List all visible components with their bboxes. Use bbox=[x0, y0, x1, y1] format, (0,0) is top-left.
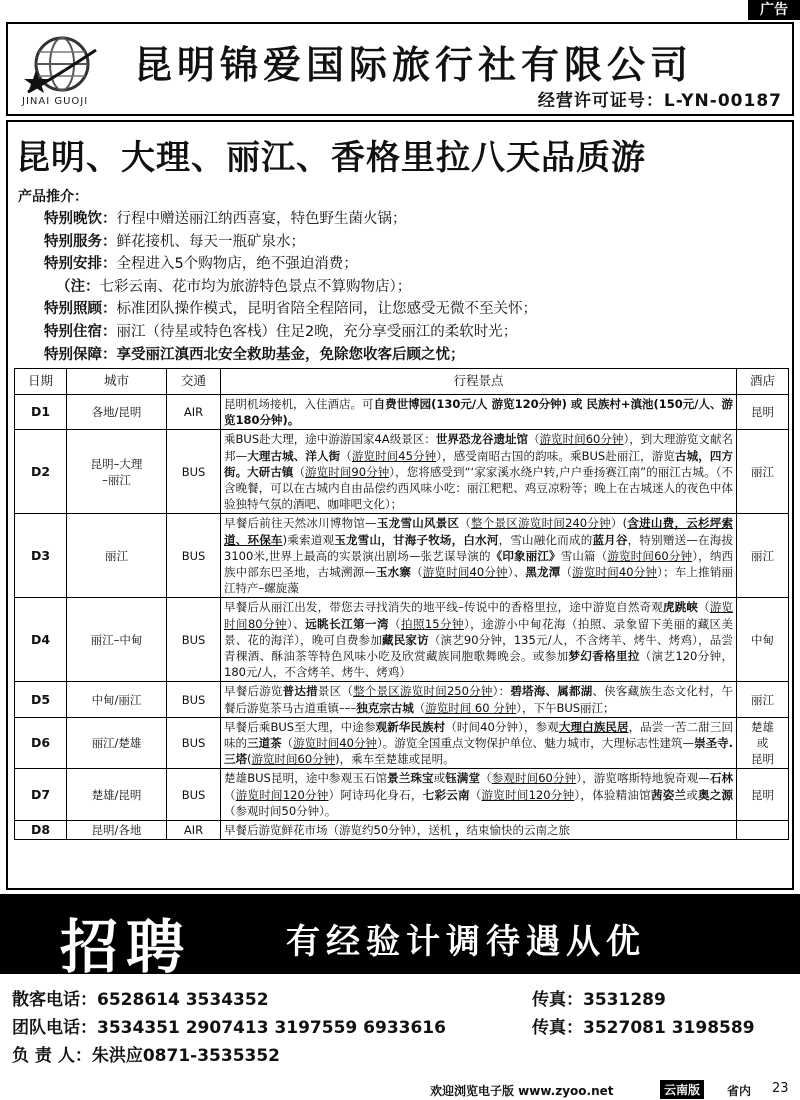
feature-item bbox=[44, 253, 784, 276]
recruit-heading: 招聘 bbox=[60, 913, 193, 981]
feature-text: 丽江（待星或特色客栈）住足2晚，充分享受丽江的柔软时光； bbox=[116, 323, 518, 340]
day-cell: D7 bbox=[15, 769, 67, 821]
transport-cell: BUS bbox=[167, 598, 221, 682]
page-footer bbox=[0, 1079, 800, 1100]
hotel-cell: 楚雄 或 昆明 bbox=[737, 717, 789, 769]
fax-number: 3527081 3198589 bbox=[583, 1018, 755, 1038]
city-cell: 昆明–大理 –丽江 bbox=[67, 430, 167, 514]
logo-text: JINAI GUOJI bbox=[22, 96, 89, 107]
transport-cell: BUS bbox=[167, 430, 221, 514]
hotel-cell: 昆明 bbox=[737, 395, 789, 430]
itinerary-row bbox=[15, 717, 789, 769]
website-link[interactable]: 欢迎浏览电子版 www.zyoo.net bbox=[430, 1084, 614, 1098]
feature-item bbox=[44, 231, 784, 254]
manager-label: 负 责 人： bbox=[12, 1046, 92, 1066]
hotel-cell: 丽江 bbox=[737, 514, 789, 598]
itinerary-table bbox=[14, 368, 789, 840]
feature-item bbox=[44, 208, 784, 231]
retail-phone: 6528614 3534352 bbox=[97, 990, 269, 1010]
itinerary-cell: 早餐后游览鲜花市场（游览约50分钟），送机 ，结束愉快的云南之旅 bbox=[221, 821, 737, 840]
col-header-hotel: 酒店 bbox=[737, 369, 789, 395]
contact-info bbox=[12, 986, 792, 1070]
transport-cell: BUS bbox=[167, 514, 221, 598]
day-cell: D1 bbox=[15, 395, 67, 430]
itinerary-cell: 早餐后从丽江出发，带您去寻找消失的地平线–传说中的香格里拉，途中游览自然奇观虎跳峡（游览时间80分钟）、远眺长江第一湾（拍照15分钟），途游小中甸花海（拍照、录象留下美丽的藏区美景、花的海洋），晚可自费参加藏民家访（演艺90分钟，135元/人，不含烤羊、烤牛、烤鸡），品尝青稞酒、酥油茶等特色风味小吃及欣赏藏族同胞歌舞晚会。或参加梦幻香格里拉（演艺120分钟，180元/人，不含烤羊、烤牛、烤鸡） bbox=[221, 598, 737, 682]
itinerary-cell: 早餐后游览普达措景区（整个景区游览时间250分钟）：碧塔海、属都湖、侠客藏族生态文化村，午餐后游览茶马古道重镇–––独克宗古城（游览时间 60 分钟），下午BUS丽江； bbox=[221, 682, 737, 717]
itinerary-cell: 早餐后乘BUS至大理，中途参观新华民族村（时间40分钟），参观大理白族民居，品尝一苦二甜三回味的三道茶（游览时间40分钟）。游览全国重点文物保护单位、魅力城市，大理标志性建筑—崇圣寺.三塔(游览时间60分钟)，乘车至楚雄或昆明。 bbox=[221, 717, 737, 769]
transport-cell: BUS bbox=[167, 769, 221, 821]
table-header-row bbox=[15, 369, 789, 395]
feature-label: （注： bbox=[56, 278, 100, 295]
itinerary-cell: 乘BUS赴大理，途中游游国家4A级景区：世界恐龙谷遗址馆（游览时间60分钟），到大理游览文献名邦—大理古城、洋人街（游览时间45分钟），感受南昭古国的韵味。乘BUS赴丽江，游览古城，四方街。大研古镇（游览时间90分钟），您将感受到“‘家家溪水绕户转,户户垂扬赛江南”的丽江古城。（不含晚餐，可以在古城内自由品偿约西风味小吃：丽江粑粑、鸡豆凉粉等；晚上在古城迷人的夜色中体验独特气氛的酒吧、咖啡吧文化）； bbox=[221, 430, 737, 514]
tour-title: 昆明、大理、丽江、香格里拉八天品质游 bbox=[16, 138, 646, 178]
col-header-date: 日期 bbox=[15, 369, 67, 395]
day-cell: D2 bbox=[15, 430, 67, 514]
col-header-transport: 交通 bbox=[167, 369, 221, 395]
feature-label: 特别晚饮： bbox=[44, 211, 117, 227]
feature-label: 特别安排： bbox=[44, 256, 117, 273]
itinerary-row bbox=[15, 395, 789, 430]
day-cell: D6 bbox=[15, 717, 67, 769]
itinerary-row bbox=[15, 430, 789, 514]
contact-line bbox=[12, 986, 792, 1014]
region-label: 省内 bbox=[727, 1084, 752, 1098]
feature-text: 行程中赠送丽江纳西喜宴，特色野生菌火锅； bbox=[116, 211, 407, 227]
retail-phone-label: 散客电话： bbox=[12, 990, 97, 1010]
group-phone: 3534351 2907413 3197559 6933616 bbox=[97, 1018, 446, 1038]
fax-label: 传真： bbox=[532, 1018, 583, 1038]
itinerary-cell: 楚雄BUS昆明，途中参观玉石馆景兰珠宝或钰满堂（参观时间60分钟），游览喀斯特地貌奇观—石林（游览时间120分钟）阿诗玛化身石，七彩云南（游览时间120分钟），体验精油馆茜姿兰或奥之源（参观时间50分钟）。 bbox=[221, 769, 737, 821]
contact-line bbox=[12, 1014, 792, 1042]
feature-label: 特别保障： bbox=[44, 346, 117, 363]
hotel-cell bbox=[737, 821, 789, 840]
city-cell: 中甸/丽江 bbox=[67, 682, 167, 717]
itinerary-row bbox=[15, 682, 789, 717]
feature-label: 特别服务： bbox=[44, 233, 117, 250]
col-header-itinerary: 行程景点 bbox=[221, 369, 737, 395]
hotel-cell: 丽江 bbox=[737, 682, 789, 717]
recruit-slogan: 有经验计调待遇从优 bbox=[286, 922, 646, 962]
license-number: 经营许可证号：L-YN-00187 bbox=[537, 91, 782, 111]
city-cell: 丽江–中甸 bbox=[67, 598, 167, 682]
itinerary-cell: 昆明机场接机，入住酒店。可自费世博园(130元/人 游览120分钟) 或 民族村+滇池(150元/人、游览180分钟)。 bbox=[221, 395, 737, 430]
feature-text: 全程进入5个购物店，绝不强迫消费； bbox=[116, 256, 358, 273]
col-header-city: 城市 bbox=[67, 369, 167, 395]
ad-tag: 广告 bbox=[748, 0, 800, 20]
edition-badge: 云南版 bbox=[660, 1080, 704, 1099]
company-header bbox=[6, 22, 794, 116]
page-number: 23 bbox=[772, 1081, 789, 1096]
feature-list bbox=[44, 208, 784, 366]
itinerary-row bbox=[15, 598, 789, 682]
fax-group bbox=[532, 1014, 755, 1042]
contact-line bbox=[12, 1042, 792, 1070]
city-cell: 丽江/楚雄 bbox=[67, 717, 167, 769]
itinerary-row bbox=[15, 769, 789, 821]
transport-cell: AIR bbox=[167, 395, 221, 430]
day-cell: D8 bbox=[15, 821, 67, 840]
feature-label: 特别照顾： bbox=[44, 301, 117, 318]
company-name: 昆明锦爱国际旅行社有限公司 bbox=[134, 43, 694, 87]
itinerary-row bbox=[15, 514, 789, 598]
fax-number: 3531289 bbox=[583, 990, 666, 1010]
tour-ad bbox=[6, 120, 794, 890]
feature-text: 七彩云南、花市均为旅游特色景点不算购物店）； bbox=[99, 278, 412, 295]
hotel-cell: 昆明 bbox=[737, 769, 789, 821]
city-cell: 楚雄/昆明 bbox=[67, 769, 167, 821]
fax-group bbox=[532, 986, 666, 1014]
hotel-cell: 中甸 bbox=[737, 598, 789, 682]
feature-label: 特别住宿： bbox=[44, 323, 117, 340]
manager-contact: 朱洪应0871-3535352 bbox=[91, 1046, 281, 1066]
itinerary-cell: 早餐后前往天然冰川博物馆—玉龙雪山风景区（整个景区游览时间240分钟）(含进山费，云杉坪索道、环保车)乘索道观玉龙雪山，甘海子牧场，白水河，雪山融化而成的蓝月谷，特别赠送—在海拔3100米,世界上最高的实景演出剧场—张艺谋导演的《印象丽江》雪山篇（游览时间60分钟），纳西族中部东巴圣地，古城溯源—玉水寨（游览时间40分钟）、黑龙潭（游览时间40分钟）；车上推销丽江特产–螺旋藻 bbox=[221, 514, 737, 598]
hotel-cell: 丽江 bbox=[737, 430, 789, 514]
recruitment-banner bbox=[0, 894, 800, 981]
day-cell: D4 bbox=[15, 598, 67, 682]
feature-text: 鲜花接机、每天一瓶矿泉水； bbox=[116, 233, 305, 250]
transport-cell: BUS bbox=[167, 682, 221, 717]
feature-text: 享受丽江滇西北安全救助基金，免除您收客后顾之忧； bbox=[116, 346, 465, 363]
itinerary-row bbox=[15, 821, 789, 840]
intro-label: 产品推介： bbox=[18, 189, 88, 205]
fax-label: 传真： bbox=[532, 990, 583, 1010]
feature-note bbox=[44, 276, 784, 299]
group-phone-label: 团队电话： bbox=[12, 1018, 97, 1038]
feature-item bbox=[44, 321, 784, 344]
transport-cell: BUS bbox=[167, 717, 221, 769]
day-cell: D3 bbox=[15, 514, 67, 598]
feature-item bbox=[44, 298, 784, 321]
transport-cell: AIR bbox=[167, 821, 221, 840]
city-cell: 昆明/各地 bbox=[67, 821, 167, 840]
city-cell: 各地/昆明 bbox=[67, 395, 167, 430]
feature-item bbox=[44, 344, 784, 367]
feature-text: 标准团队操作模式，昆明省陪全程陪同，让您感受无微不至关怀； bbox=[116, 301, 537, 318]
city-cell: 丽江 bbox=[67, 514, 167, 598]
day-cell: D5 bbox=[15, 682, 67, 717]
